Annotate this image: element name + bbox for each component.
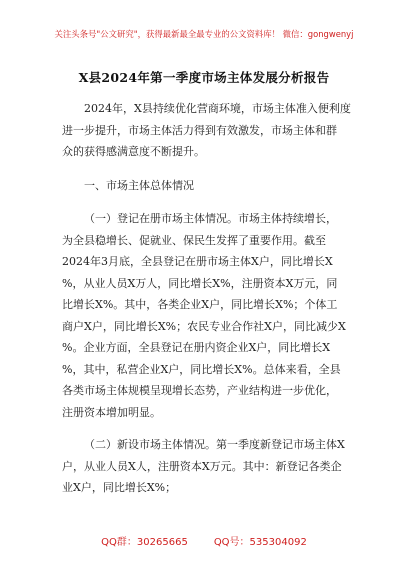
footer-contact [0,533,408,548]
paragraph-line: 为全县稳增长、促就业、保民生发挥了重要作用。截至 [62,233,326,247]
header-banner: 关注头条号"公文研究"，获得最新最全最专业的公文资料库！ 微信：gongwenyj [54,29,354,39]
document-title: X县2024年第一季度市场主体发展分析报告 [78,70,330,85]
paragraph-line: 2024年3月底，全县登记在册市场主体X户，同比增长X [62,255,333,268]
qq-number: QQ号：535304092 [213,537,307,548]
paragraph-line: 比增长X%。其中，各类企业X户，同比增长X%；个体工 [62,298,338,311]
paragraph-line: %，从业人员X万人，同比增长X%，注册资本X万元，同 [62,276,338,290]
paragraph-line: 商户X户，同比增长X%；农民专业合作社X户，同比减少X [62,319,346,333]
section-heading-text: 一、市场主体总体情况 [84,179,194,192]
qq-group: QQ群：30265665 [101,537,188,548]
paragraph-line: %，其中，私营企业X户，同比增长X%。总体来看，全县 [62,362,341,376]
paragraph-line: 进一步提升，市场主体活力得到有效激发，市场主体和群 [62,123,337,137]
paragraph-line: 众的获得感满意度不断提升。 [62,145,205,158]
paragraph-line: 2024年，X县持续优化营商环境，市场主体准入便利度 [84,102,351,115]
paragraph-line: 注册资本增加明显。 [62,405,161,419]
paragraph-line: 户，从业人员X人，注册资本X万元。其中：新登记各类企 [62,459,342,473]
paragraph-line: %。企业方面，全县登记在册内资企业X户，同比增长X [62,341,331,354]
section-two-body [62,434,352,499]
section-heading [62,175,352,197]
section-one-body [62,208,352,423]
paragraph-line: （二）新设市场主体情况。第一季度新登记市场主体X [84,438,345,451]
paragraph-line: （一）登记在册市场主体情况。市场主体持续增长， [84,212,337,225]
paragraph-line: 业X户，同比增长X%； [62,481,177,494]
paragraph-line: 各类市场主体规模呈现增长态势，产业结构进一步优化， [62,384,337,397]
document-body [62,98,352,163]
